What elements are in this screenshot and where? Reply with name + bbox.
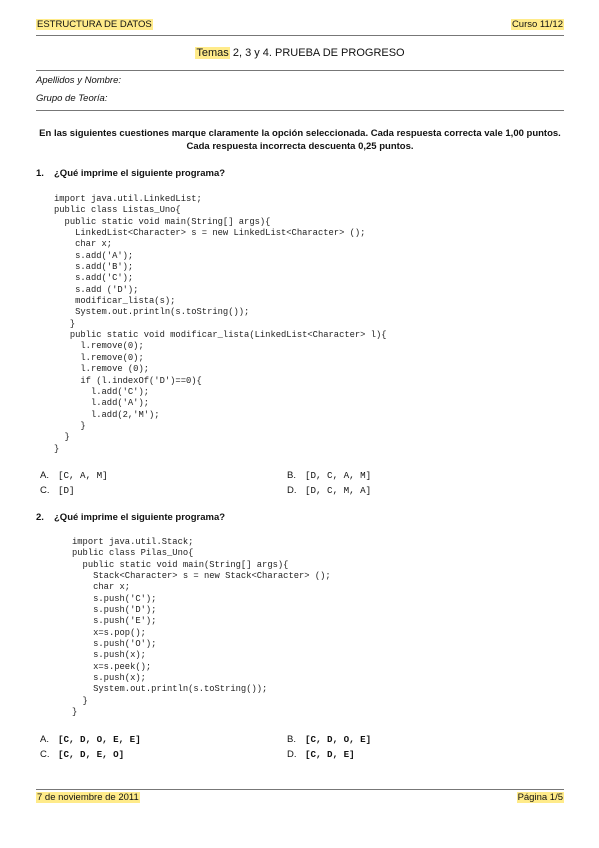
divider: [36, 70, 564, 71]
question-1-option-c[interactable]: C. [D]: [40, 485, 75, 496]
instructions-line-2: Cada respuesta incorrecta descuenta 0,25 puntos.: [186, 141, 414, 152]
title-highlight: Temas: [196, 47, 229, 59]
footer-page-number: Página 1/5: [517, 792, 563, 803]
question-1-number: 1.: [36, 168, 44, 179]
page-header: [36, 19, 564, 36]
question-2-title: [36, 512, 225, 523]
question-2-option-a[interactable]: A. [C, D, O, E, E]: [40, 734, 141, 745]
footer-date: 7 de noviembre de 2011: [37, 792, 139, 803]
question-1-text: ¿Qué imprime el siguiente programa?: [54, 168, 226, 179]
question-2-code: import java.util.Stack; public class Pilas_Uno{ public static void main(String[] args){ Stack<Character> s = new Stack<Character> (); char x; s.push('C'); s.push('D'); s.push('E'); x=s.pop(); s.push('O'); s.push(x); x=s.peek(); s.push(x); System.out.println(s.toString()); } }: [72, 537, 331, 718]
group-field-label: Grupo de Teoría:: [36, 93, 108, 104]
question-2-text: ¿Qué imprime el siguiente programa?: [54, 512, 226, 523]
page-title: [36, 47, 564, 59]
instructions: [36, 127, 564, 153]
question-2-option-b[interactable]: B. [C, D, O, E]: [287, 734, 372, 745]
question-2-option-c[interactable]: C. [C, D, E, O]: [40, 749, 125, 760]
question-1-option-a[interactable]: A. [C, A, M]: [40, 470, 108, 481]
question-1-option-d[interactable]: D. [D, C, M, A]: [287, 485, 372, 496]
page-footer: [36, 789, 564, 808]
course-name: ESTRUCTURA DE DATOS: [37, 19, 152, 30]
divider: [36, 110, 564, 111]
question-1-title: [36, 168, 225, 179]
instructions-line-1: En las siguientes cuestiones marque claramente la opción seleccionada. Cada respuesta correcta vale 1,00 puntos.: [39, 128, 561, 139]
title-rest: 2, 3 y 4. PRUEBA DE PROGRESO: [229, 47, 405, 59]
question-1-option-b[interactable]: B. [D, C, A, M]: [287, 470, 372, 481]
name-field-label: Apellidos y Nombre:: [36, 75, 122, 86]
course-year: Curso 11/12: [511, 19, 563, 30]
question-1-code: import java.util.LinkedList; public class Listas_Uno{ public static void main(String[] args){ LinkedList<Character> s = new LinkedList<Character> (); char x; s.add('A'); s.add('B'); s.add('C'); s.add ('D'); modificar_lista(s); System.out.println(s.toString()); } public static void modificar_lista(LinkedList<Character> l){ l.remove(0); l.remove(0); l.remove (0); if (l.indexOf('D')==0){ l.add('C'); l.add('A'); l.add(2,'M'); } } }: [54, 194, 387, 454]
question-2-number: 2.: [36, 512, 44, 523]
question-2-option-d[interactable]: D. [C, D, E]: [287, 749, 355, 760]
